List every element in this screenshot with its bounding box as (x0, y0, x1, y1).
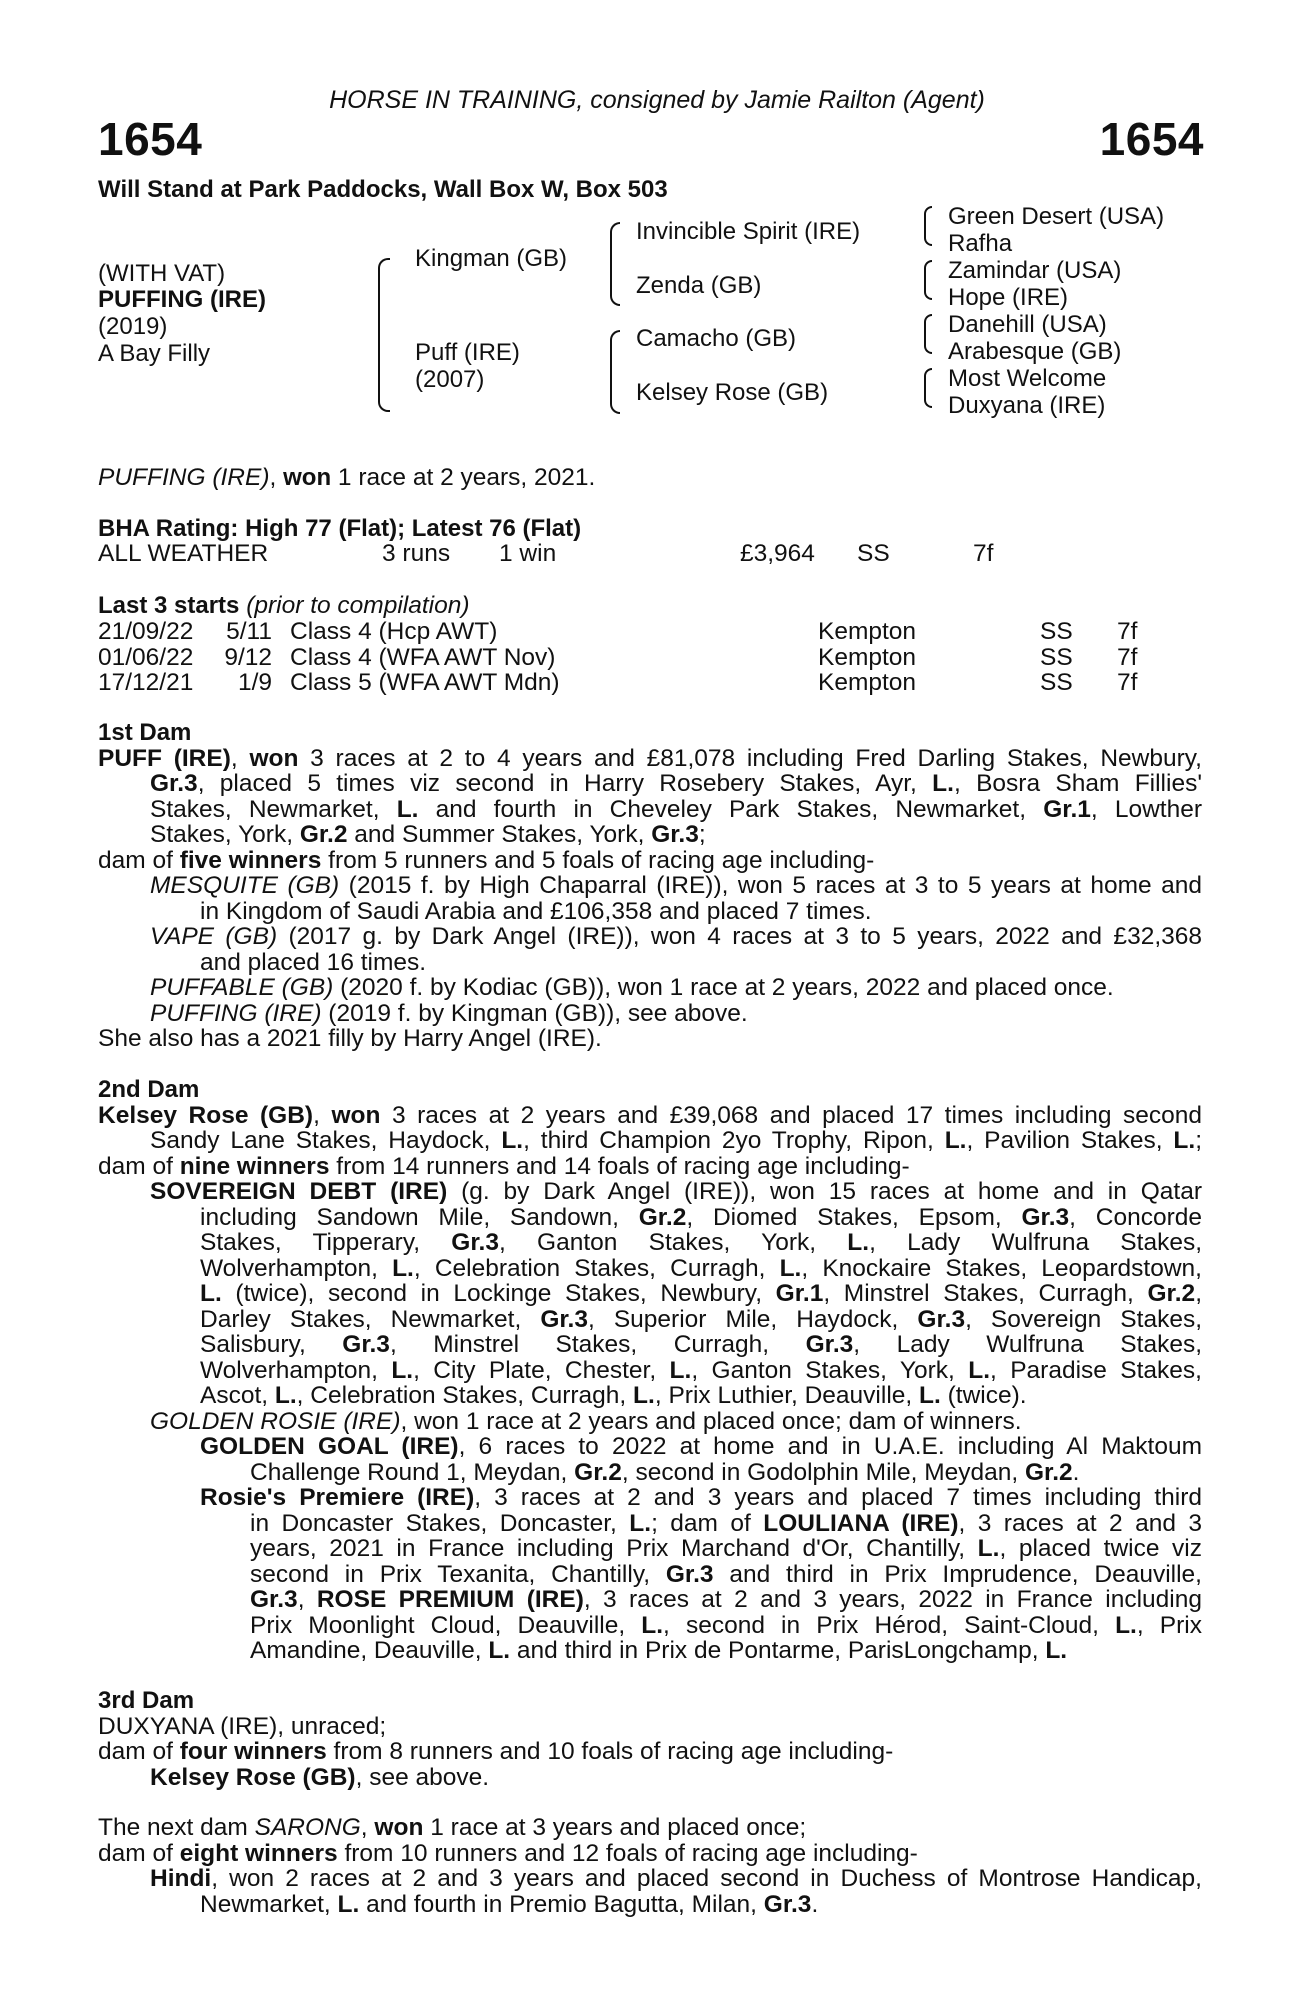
dam1-line (98, 950, 1202, 976)
text-line (98, 1205, 1202, 1231)
text: , second in Godolphin Mile, Meydan, (621, 1458, 1025, 1486)
bold-text: L. (1115, 1611, 1137, 1639)
bold-text: L. (396, 795, 419, 823)
bold-text: Gr.3 (250, 1586, 298, 1613)
pedigree-sds: Zamindar (USA) (948, 257, 1122, 284)
text: , third Champion 2yo Trophy, Ripon, (523, 1127, 945, 1154)
text-line (98, 1536, 1202, 1562)
rating-wins: 1 win (499, 540, 557, 567)
dam1-line (98, 822, 1202, 848)
bold-text: L. (337, 1890, 360, 1918)
bold-text: Rosie's Premiere (IRE) (200, 1484, 475, 1511)
last-starts-heading (98, 593, 470, 619)
text: and placed 16 times. (200, 948, 427, 976)
text: , Bosra Sham Fillies' (953, 770, 1202, 797)
start-race: Class 4 (Hcp AWT) (290, 618, 498, 645)
text: , won 2 races at 2 and 3 years and placed second in Duchess of Montrose Handicap, (211, 1865, 1202, 1892)
text: . (1072, 1458, 1080, 1486)
bold-text: GOLDEN GOAL (IRE) (200, 1433, 459, 1460)
bold-text: L. (274, 1382, 297, 1409)
start-course: Kempton (818, 618, 917, 645)
bold-text: Gr.3 (805, 1331, 854, 1358)
text: (twice). (940, 1382, 1027, 1409)
italic-text: PUFFABLE (GB) (150, 974, 334, 1001)
text: and Summer Stakes, York, (347, 821, 652, 848)
bold-text: L. (1045, 1637, 1068, 1664)
text: dam of (98, 1839, 180, 1867)
bold-text: Gr.2 (1147, 1280, 1196, 1307)
bold-text: LOULIANA (IRE) (763, 1509, 959, 1537)
text: , Superior Mile, Haydock, (588, 1305, 918, 1333)
bold-text: five winners (179, 846, 322, 874)
bold-text: L. (1173, 1127, 1196, 1154)
pedigree-sire-dam: Zenda (GB) (636, 272, 762, 299)
next-dam-section (98, 1815, 1202, 1917)
pedigree-dsd: Arabesque (GB) (948, 338, 1122, 365)
text-line (98, 1613, 1202, 1639)
pedigree-dds: Most Welcome (948, 365, 1107, 392)
text: , second in Prix Hérod, Saint-Cloud, (663, 1611, 1116, 1639)
text: in Doncaster Stakes, Doncaster, (250, 1509, 630, 1537)
pedigree-dss: Danehill (USA) (948, 311, 1107, 338)
text-line (98, 1307, 1202, 1333)
text: , Minstrel Stakes, Curragh, (823, 1280, 1148, 1307)
text: 1 race at 3 years and placed once; (423, 1814, 807, 1841)
text: (2015 f. by High Chaparral (IRE)), won 5 races at 3 to 5 years at home and (339, 872, 1202, 899)
bold-text: L. (669, 1356, 692, 1384)
text: (2020 f. by Kodiac (GB)), won 1 race at 2 years, 2022 and placed once. (333, 974, 1114, 1001)
text: , Lowther (1090, 795, 1203, 823)
bold-text: L. (392, 1254, 414, 1282)
text-line (98, 1866, 1202, 1892)
bold-text: won (249, 744, 299, 772)
bold-text: L. (968, 1356, 991, 1384)
text: and third in Prix Imprudence, Deauville, (713, 1560, 1202, 1588)
lot-number-right: 1654 (1099, 113, 1204, 165)
text: , Minstrel Stakes, Curragh, (389, 1331, 806, 1358)
text-line (98, 1638, 1202, 1664)
pedigree-brace-dam (610, 330, 620, 414)
italic-text: SARONG (254, 1814, 361, 1841)
consignor-line: HORSE IN TRAINING, consigned by Jamie Railton (Agent) (329, 86, 985, 114)
bold-text: L. (633, 1382, 655, 1409)
text: (2019 f. by Kingman (GB)), see above. (321, 999, 748, 1027)
bold-text: L. (977, 1535, 1000, 1562)
bold-text: Gr.2 (1024, 1458, 1073, 1486)
text: (2017 g. by Dark Angel (IRE)), won 4 races at 3 to 5 years, 2022 and £32,368 (277, 923, 1202, 950)
italic-text: GOLDEN ROSIE (IRE) (150, 1407, 401, 1435)
text: and fourth in Premio Bagutta, Milan, (359, 1890, 764, 1918)
third-dam-lines (98, 1714, 1202, 1791)
start-going: SS (1040, 643, 1073, 671)
text-line (98, 1256, 1202, 1282)
text: , Diomed Stakes, Epsom, (686, 1203, 1022, 1231)
text-line (98, 1815, 1202, 1841)
italic-text: VAPE (GB) (150, 923, 278, 950)
text: and fourth in Cheveley Park Stakes, Newmarket, (418, 795, 1044, 823)
pedigree-sss: Green Desert (USA) (948, 203, 1165, 230)
text: , 3 races at 2 and 3 years, 2022 in France including (583, 1586, 1202, 1613)
text: , Paradise Stakes, (990, 1356, 1202, 1384)
text-line (98, 1460, 1202, 1486)
bold-text: eight winners (179, 1839, 338, 1867)
text: (g. by Dark Angel (IRE)), won 15 races at home and in Qatar (447, 1178, 1202, 1205)
dam1-line (98, 873, 1202, 899)
text: Salisbury, (200, 1331, 343, 1358)
text: , Concorde (1069, 1203, 1202, 1231)
bold-text: L. (779, 1254, 802, 1282)
bold-text: L. (847, 1229, 870, 1256)
horse-name: PUFFING (IRE) (98, 286, 266, 313)
text-line (98, 1281, 1202, 1307)
text-line (98, 1434, 1202, 1460)
text: Newmarket, (200, 1890, 338, 1918)
bold-text: won (331, 1101, 381, 1129)
pedigree-dam-dam: Kelsey Rose (GB) (636, 379, 829, 406)
dam1-line (98, 899, 1202, 925)
bold-text: Gr.2 (574, 1458, 622, 1486)
text: dam of (98, 846, 180, 874)
horse-year: (2019) (98, 313, 168, 340)
bold-text: L. (932, 770, 954, 797)
text: , Celebration Stakes, Curragh, (296, 1382, 634, 1409)
text: Challenge Round 1, Meydan, (250, 1458, 575, 1486)
bold-text: Gr.3 (763, 1890, 812, 1918)
text: Darley Stakes, Newmarket, (200, 1305, 541, 1333)
bold-text: Gr.3 (540, 1305, 588, 1333)
bold-text: won (374, 1814, 424, 1841)
dam1-line (98, 797, 1202, 823)
bold-text: L. (629, 1509, 652, 1537)
second-dam-title: 2nd Dam (98, 1076, 200, 1103)
text: (twice), second in Lockinge Stakes, Newbury, (221, 1280, 776, 1307)
text: , placed 5 times viz second in Harry Rosebery Stakes, Ayr, (197, 770, 933, 797)
pedigree-ddd: Duxyana (IRE) (948, 392, 1106, 419)
summary-horse-name: PUFFING (IRE) (98, 464, 270, 491)
bold-text: L. (641, 1611, 664, 1639)
pedigree-brace-dd (924, 368, 932, 408)
text: Prix Moonlight Cloud, Deauville, (250, 1611, 642, 1639)
bold-text: Gr.2 (638, 1203, 687, 1231)
bold-text: L. (200, 1280, 222, 1307)
start-pos: 9/12 (224, 643, 272, 671)
text: from 5 runners and 5 foals of racing age including- (321, 846, 875, 874)
bold-text: Hindi (150, 1865, 212, 1892)
text: She also has a 2021 filly by Harry Angel (IRE). (98, 1025, 602, 1052)
second-dam-section (98, 1077, 1202, 1664)
text: years, 2021 in France including Prix Marchand d'Or, Chantilly, (250, 1535, 978, 1562)
text-line (98, 1739, 1202, 1765)
summary-text: 1 race at 2 years, 2021. (331, 464, 596, 491)
text-line (98, 1154, 1202, 1180)
text: Amandine, Deauville, (250, 1637, 489, 1664)
text-line (98, 1332, 1202, 1358)
text-line (98, 1409, 1202, 1435)
text: , Pavilion Stakes, (966, 1127, 1174, 1154)
text: second in Prix Texanita, Chantilly, (250, 1560, 666, 1588)
text: DUXYANA (IRE), unraced; (98, 1712, 387, 1740)
bold-text: L. (501, 1127, 524, 1154)
text: ; (698, 821, 706, 848)
text: from 14 runners and 14 foals of racing age including- (329, 1152, 910, 1180)
third-dam-section (98, 1688, 1202, 1790)
text: , (313, 1101, 332, 1129)
start-pos: 5/11 (226, 618, 272, 645)
start-going: SS (1040, 669, 1073, 696)
dam1-line (98, 924, 1202, 950)
stand-location: Will Stand at Park Paddocks, Wall Box W, Box 503 (98, 176, 668, 203)
start-race: Class 5 (WFA AWT Mdn) (290, 669, 560, 696)
italic-text: PUFFING (IRE) (150, 999, 322, 1027)
text: , Lady Wulfruna Stakes, (853, 1331, 1203, 1358)
pedigree-brace-sire (610, 222, 620, 306)
text-line (98, 1714, 1202, 1740)
pedigree-ssd: Rafha (948, 230, 1013, 257)
bold-text: PUFF (IRE) (98, 744, 231, 772)
bold-text: Gr.3 (342, 1331, 390, 1358)
text-line (98, 1841, 1202, 1867)
text: from 10 runners and 12 foals of racing age including- (337, 1839, 918, 1867)
text: Stakes, Tipperary, (200, 1229, 452, 1256)
text: dam of (98, 1738, 180, 1765)
text: Stakes, York, (150, 821, 300, 848)
dam1-line (98, 1026, 1202, 1052)
dam1-line (98, 746, 1202, 772)
rating-surface: ALL WEATHER (98, 540, 269, 567)
text: , City Plate, Chester, (413, 1356, 670, 1384)
vat-note: (WITH VAT) (98, 260, 226, 287)
pedigree-sire-sire: Invincible Spirit (IRE) (636, 218, 861, 245)
text-line (98, 1892, 1202, 1918)
start-course: Kempton (818, 669, 917, 696)
bold-text: Gr.1 (1043, 795, 1091, 823)
pedigree-sire: Kingman (GB) (415, 245, 568, 272)
first-dam-title: 1st Dam (98, 719, 192, 746)
start-dist: 7f (1117, 618, 1138, 645)
last-starts-title: Last 3 starts (98, 592, 240, 619)
text: , 3 races at 2 and 3 years and placed 7 times including third (474, 1484, 1203, 1511)
text-line (98, 1587, 1202, 1613)
rating-prize: £3,964 (740, 540, 815, 567)
bold-text: L. (391, 1356, 414, 1384)
text: , (297, 1586, 317, 1613)
bold-text: Gr.1 (775, 1280, 824, 1307)
text: , (230, 744, 250, 772)
bold-text: Kelsey Rose (GB) (98, 1101, 314, 1129)
start-date: 17/12/21 (98, 669, 194, 696)
text-line (98, 1128, 1202, 1154)
text: ; dam of (651, 1509, 764, 1537)
text: , Knockaire Stakes, Leopardstown, (801, 1254, 1202, 1282)
text: , Prix (1136, 1611, 1202, 1639)
bold-text: L. (919, 1382, 941, 1409)
bold-text: L. (944, 1127, 967, 1154)
bold-text: Gr.3 (1021, 1203, 1070, 1231)
start-going: SS (1040, 618, 1073, 645)
text: dam of (98, 1152, 180, 1180)
text: , Sovereign Stakes, (965, 1305, 1202, 1333)
bold-text: Gr.2 (299, 821, 348, 848)
bold-text: nine winners (179, 1152, 330, 1180)
text-line (98, 1765, 1202, 1791)
pedigree-dam: Puff (IRE) (415, 339, 520, 366)
rating-going: SS (857, 540, 890, 567)
bold-text: four winners (179, 1738, 327, 1765)
text: ; (1195, 1127, 1202, 1154)
bold-text: ROSE PREMIUM (IRE) (316, 1586, 584, 1613)
third-dam-title: 3rd Dam (98, 1687, 195, 1714)
text: from 8 runners and 10 foals of racing age including- (326, 1738, 894, 1765)
text: , placed twice viz (999, 1535, 1203, 1562)
bold-text: Gr.3 (150, 770, 198, 797)
bold-text: SOVEREIGN DEBT (IRE) (150, 1178, 448, 1205)
dam1-line (98, 848, 1202, 874)
bold-text: Gr.3 (651, 821, 699, 848)
start-race: Class 4 (WFA AWT Nov) (290, 643, 556, 671)
summary-won: won (283, 464, 332, 491)
bold-text: Gr.3 (665, 1560, 714, 1588)
first-dam-section (98, 720, 1202, 1052)
next-dam-lines (98, 1815, 1202, 1917)
start-dist: 7f (1117, 669, 1138, 696)
text: , won 1 race at 2 years and placed once; dam of winners. (400, 1407, 1022, 1435)
text: Sandy Lane Stakes, Haydock, (150, 1127, 502, 1154)
text-line (98, 1511, 1202, 1537)
bha-rating-title: BHA Rating: High 77 (Flat); Latest 76 (Flat) (98, 515, 582, 542)
start-dist: 7f (1117, 643, 1138, 671)
bold-text: L. (488, 1637, 511, 1664)
text: including Sandown Mile, Sandown, (200, 1203, 639, 1231)
text: , Celebration Stakes, Curragh, (413, 1254, 780, 1282)
pedigree-sdd: Hope (IRE) (948, 284, 1069, 311)
text: and third in Prix de Pontarme, ParisLongchamp, (510, 1637, 1046, 1664)
text: , 3 races at 2 and 3 (958, 1509, 1203, 1537)
text: , see above. (355, 1763, 490, 1791)
pedigree-dam-sire: Camacho (GB) (636, 325, 797, 352)
race-summary: PUFFING (IRE), won 1 race at 2 years, 2021. (98, 464, 596, 491)
rating-distance: 7f (973, 540, 994, 567)
horse-description: A Bay Filly (98, 340, 211, 367)
text: , Ganton Stakes, York, (691, 1356, 969, 1384)
pedigree-brace-ss (924, 206, 932, 246)
lot-number-left: 1654 (98, 113, 203, 165)
pedigree-brace-ds (924, 314, 932, 354)
text-line (98, 1358, 1202, 1384)
start-date: 01/06/22 (98, 643, 194, 671)
last-starts-note: (prior to compilation) (246, 592, 470, 619)
text-line (98, 1230, 1202, 1256)
text-line (98, 1485, 1202, 1511)
start-pos: 1/9 (237, 669, 272, 696)
text: Wolverhampton, (200, 1254, 393, 1282)
text: , 6 races to 2022 at home and in U.A.E. including Al Maktoum (458, 1433, 1202, 1460)
text-line (98, 1103, 1202, 1129)
italic-text: MESQUITE (GB) (150, 872, 340, 899)
text: Stakes, Newmarket, (150, 795, 397, 823)
text: , (360, 1814, 375, 1841)
text: The next dam (98, 1814, 255, 1841)
text: , Ganton Stakes, York, (498, 1229, 848, 1256)
pedigree-brace-sd (924, 260, 932, 300)
start-course: Kempton (818, 643, 917, 671)
pedigree-brace-main (378, 258, 390, 412)
dam1-line (98, 1001, 1202, 1027)
text: , Prix Luthier, Deauville, (654, 1382, 920, 1409)
bold-text: Kelsey Rose (GB) (150, 1763, 356, 1791)
text: 3 races at 2 to 4 years and £81,078 including Fred Darling Stakes, Newbury, (298, 744, 1202, 772)
text-line (98, 1383, 1202, 1409)
text: . (811, 1890, 819, 1918)
text: Ascot, (200, 1382, 275, 1409)
rating-runs: 3 runs (382, 540, 451, 567)
start-date: 21/09/22 (98, 618, 194, 645)
text: Wolverhampton, (200, 1356, 392, 1384)
pedigree-dam-year: (2007) (415, 366, 485, 393)
text: 3 races at 2 years and £39,068 and placed 17 times including second (380, 1101, 1202, 1129)
bold-text: Gr.3 (451, 1229, 499, 1256)
dam1-line (98, 975, 1202, 1001)
bold-text: Gr.3 (917, 1305, 966, 1333)
dam1-line (98, 771, 1202, 797)
text: , (1195, 1280, 1202, 1307)
text: , Lady Wulfruna Stakes, (869, 1229, 1203, 1256)
text: in Kingdom of Saudi Arabia and £106,358 and placed 7 times. (200, 897, 872, 925)
text-line (98, 1562, 1202, 1588)
second-dam-lines (98, 1103, 1202, 1664)
text-line (98, 1179, 1202, 1205)
